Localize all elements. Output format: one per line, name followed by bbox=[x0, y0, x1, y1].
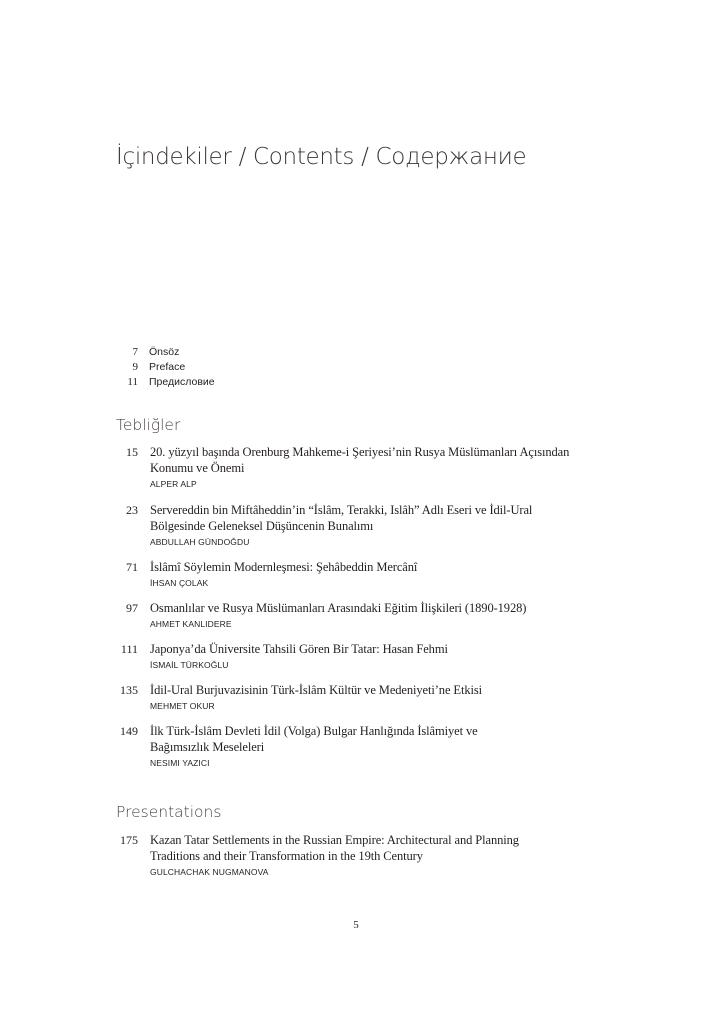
entry-author: AHMET KANLIDERE bbox=[150, 619, 232, 629]
entry-label: Önsöz bbox=[149, 346, 180, 358]
entry-author: NESIMI YAZICI bbox=[150, 758, 210, 768]
section-heading-presentations: Presentations bbox=[116, 803, 222, 821]
entry-author: MEHMET OKUR bbox=[150, 701, 215, 711]
entry-title-line: Traditions and their Transformation in the 19th Century bbox=[150, 849, 423, 863]
folio-page-number: 5 bbox=[353, 919, 359, 931]
entry-page-number: 111 bbox=[120, 642, 138, 656]
entry-page-number: 71 bbox=[126, 560, 138, 574]
entry-title-line: 20. yüzyıl başında Orenburg Mahkeme-i Şeriyesi’nin Rusya Müslümanları Açısından bbox=[150, 445, 570, 459]
entry-author: İSMAİL TÜRKOĞLU bbox=[150, 660, 229, 670]
section-heading-tebligler: Tebliğler bbox=[116, 416, 181, 434]
entry-author: ALPER ALP bbox=[150, 479, 197, 489]
toc-entry[interactable] bbox=[116, 444, 616, 490]
entry-page-number: 175 bbox=[120, 833, 138, 847]
page-number: 9 bbox=[132, 361, 138, 373]
toc-entry[interactable] bbox=[116, 723, 616, 769]
entry-author: GULCHACHAK NUGMANOVA bbox=[150, 867, 269, 877]
entry-title-line: Konumu ve Önemi bbox=[150, 461, 245, 475]
toc-entry-foreword-tr[interactable] bbox=[116, 345, 316, 360]
entry-page-number: 149 bbox=[120, 724, 138, 738]
entry-title-line: İslâmî Söylemin Modernleşmesi: Şehâbeddin Mercânî bbox=[150, 560, 418, 574]
toc-entry[interactable] bbox=[116, 641, 616, 671]
entry-title-line: Servereddin bin Miftâheddin’in “İslâm, Terakki, Islâh” Adlı Eseri ve İdil-Ural bbox=[150, 503, 533, 517]
entry-title-line: Osmanlılar ve Rusya Müslümanları Arasındaki Eğitim İlişkileri (1890-1928) bbox=[150, 601, 527, 615]
toc-entry[interactable] bbox=[116, 502, 616, 548]
toc-entry[interactable] bbox=[116, 600, 616, 630]
entry-author: İHSAN ÇOLAK bbox=[150, 578, 209, 588]
entry-page-number: 23 bbox=[126, 503, 138, 517]
toc-entry[interactable] bbox=[116, 682, 616, 712]
page-number: 7 bbox=[132, 346, 138, 358]
entry-title-line: Japonya’da Üniversite Tahsili Gören Bir Tatar: Hasan Fehmi bbox=[150, 642, 448, 656]
entry-page-number: 15 bbox=[126, 445, 138, 459]
entry-title-line: İdil-Ural Burjuvazisinin Türk-İslâm Kültür ve Medeniyeti’ne Etkisi bbox=[150, 683, 482, 697]
toc-entry-foreword-ru[interactable] bbox=[116, 375, 316, 390]
entry-label: Предисловие bbox=[149, 376, 215, 388]
front-matter-list bbox=[116, 345, 316, 390]
entry-title-line: İlk Türk-İslâm Devleti İdil (Volga) Bulgar Hanlığında İslâmiyet ve bbox=[150, 724, 478, 738]
entry-title-line: Bağımsızlık Meseleleri bbox=[150, 740, 265, 754]
entry-page-number: 97 bbox=[126, 601, 138, 615]
page-number: 11 bbox=[127, 376, 138, 388]
entry-author: ABDULLAH GÜNDOĞDU bbox=[150, 537, 250, 547]
entry-title-line: Kazan Tatar Settlements in the Russian Empire: Architectural and Planning bbox=[150, 833, 519, 847]
toc-entry-preface[interactable] bbox=[116, 360, 316, 375]
page-title: İçindekiler / Contents / Содержание bbox=[116, 144, 527, 170]
toc-entry[interactable] bbox=[116, 559, 616, 589]
entry-title-line: Bölgesinde Geleneksel Düşüncenin Bunalımı bbox=[150, 519, 374, 533]
entry-label: Preface bbox=[149, 361, 186, 373]
toc-entry[interactable] bbox=[116, 832, 616, 878]
entry-page-number: 135 bbox=[120, 683, 138, 697]
